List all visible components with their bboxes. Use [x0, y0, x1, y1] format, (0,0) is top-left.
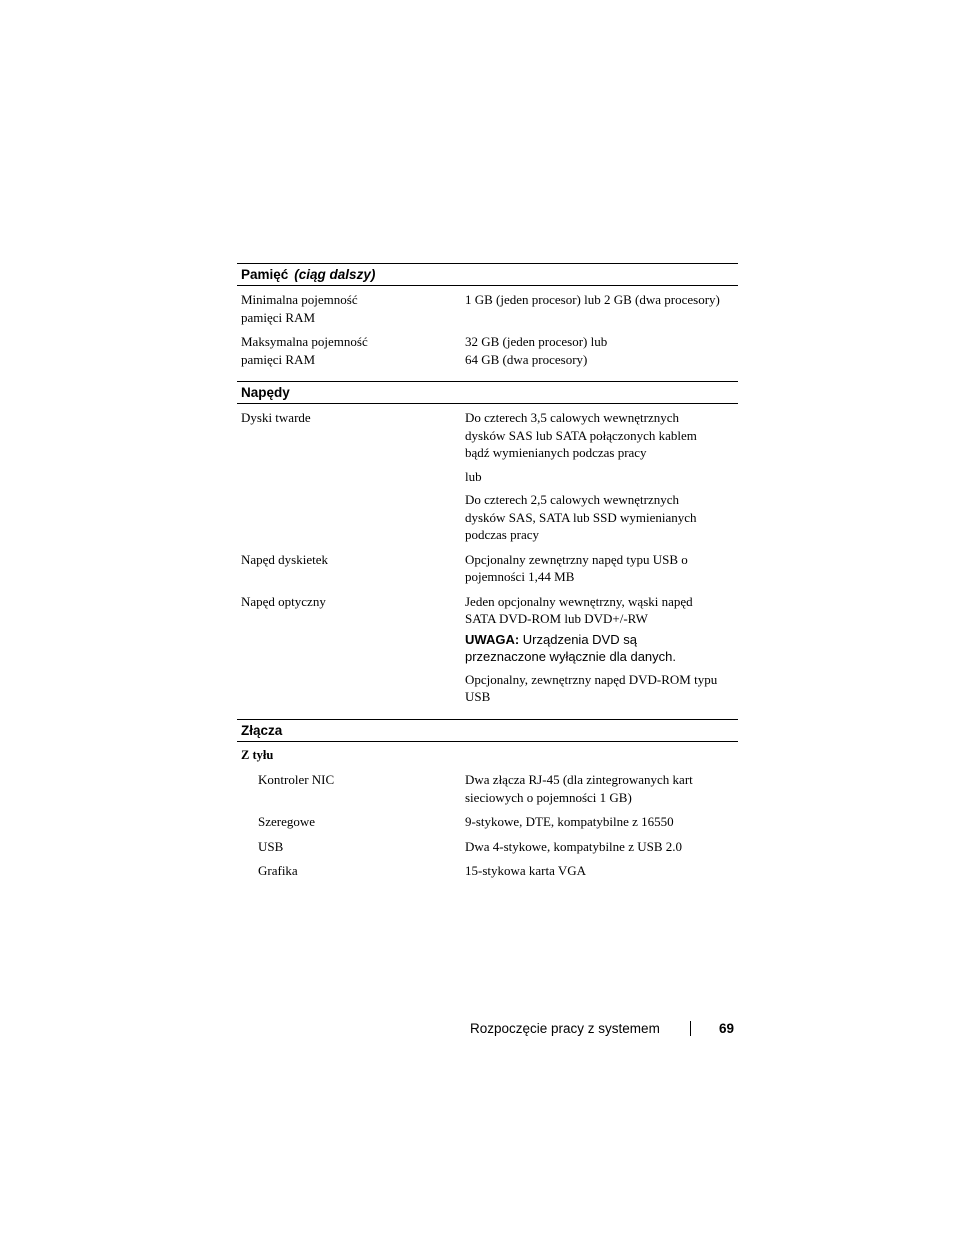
- spec-table: [237, 263, 738, 880]
- hdd-option-1: Do czterech 3,5 calowych wewnętrznych dysków SAS lub SATA połączonych kablem bądź wymienianych podczas pracy: [465, 410, 697, 460]
- optical-option-2: Opcjonalny, zewnętrzny napęd DVD-ROM typu USB: [465, 671, 718, 704]
- spec-value: 1 GB (jeden procesor) lub 2 GB (dwa procesory): [465, 292, 720, 307]
- section-header-drives: [237, 381, 738, 404]
- spec-label: Szeregowe: [258, 814, 316, 829]
- section-header-connectors: [237, 719, 738, 742]
- section-rows-memory: [237, 286, 738, 368]
- spec-value: Opcjonalny zewnętrzny napęd typu USB o pojemności 1,44 MB: [465, 551, 688, 584]
- spec-label: USB: [258, 838, 284, 854]
- spec-value: 32 GB (jeden procesor) lub 64 GB (dwa procesory): [465, 334, 608, 367]
- spec-value: [465, 593, 738, 706]
- spec-value: Dwa złącza RJ-45 (dla zintegrowanych kart sieciowych o pojemności 1 GB): [465, 772, 693, 805]
- optical-option-1: Jeden opcjonalny wewnętrzny, wąski napęd SATA DVD-ROM lub DVD+/-RW: [465, 593, 693, 626]
- spec-row-floppy: [237, 551, 738, 586]
- spec-label: Napęd optyczny: [241, 593, 326, 609]
- section-title-connectors: Złącza: [241, 722, 283, 738]
- hdd-option-2: Do czterech 2,5 calowych wewnętrznych dysków SAS, SATA lub SSD wymienianych podczas pracy: [465, 492, 697, 542]
- spec-row-optical: [237, 593, 738, 706]
- section-title-memory: Pamięć: [241, 267, 289, 282]
- spec-label: Grafika: [258, 863, 298, 878]
- subsection-rear: Z tyłu: [241, 747, 274, 762]
- section-rows-drives: [237, 404, 738, 706]
- note-text: Urządzenia DVD są przeznaczone wyłącznie dla danych.: [465, 631, 677, 664]
- spec-value: Dwa 4-stykowe, kompatybilne z USB 2.0: [465, 838, 683, 854]
- spec-label: Napęd dyskietek: [241, 551, 329, 567]
- footer-separator: [690, 1021, 691, 1036]
- page-number: 69: [718, 1021, 734, 1036]
- footer-chapter-title: Rozpoczęcie pracy z systemem: [470, 1021, 660, 1036]
- spec-row-serial: [237, 813, 738, 831]
- spec-row-graphics: [237, 862, 738, 880]
- spec-value: 15-stykowa karta VGA: [465, 863, 587, 878]
- section-title-drives: Napędy: [241, 385, 290, 400]
- section-rows-connectors: [237, 742, 738, 880]
- spec-value: [465, 409, 738, 544]
- spec-row-min-ram: [237, 291, 738, 326]
- spec-value: 9-stykowe, DTE, kompatybilne z 16550: [465, 814, 674, 829]
- page-footer: [470, 1019, 738, 1039]
- spec-label: Dyski twarde: [241, 410, 311, 425]
- note-label: UWAGA:: [465, 631, 520, 647]
- spec-row-hard-drives: [237, 409, 738, 544]
- hdd-or: lub: [465, 468, 482, 484]
- spec-row-max-ram: [237, 333, 738, 368]
- spec-label: Minimalna pojemność pamięci RAM: [241, 292, 358, 325]
- section-header-memory: [237, 263, 738, 286]
- spec-row-nic: [237, 771, 738, 806]
- section-title-suffix: (ciąg dalszy): [294, 267, 376, 282]
- note: [465, 631, 718, 665]
- spec-label: Kontroler NIC: [258, 772, 335, 787]
- spec-label: Maksymalna pojemność pamięci RAM: [241, 334, 368, 367]
- spec-row-usb: [237, 838, 738, 856]
